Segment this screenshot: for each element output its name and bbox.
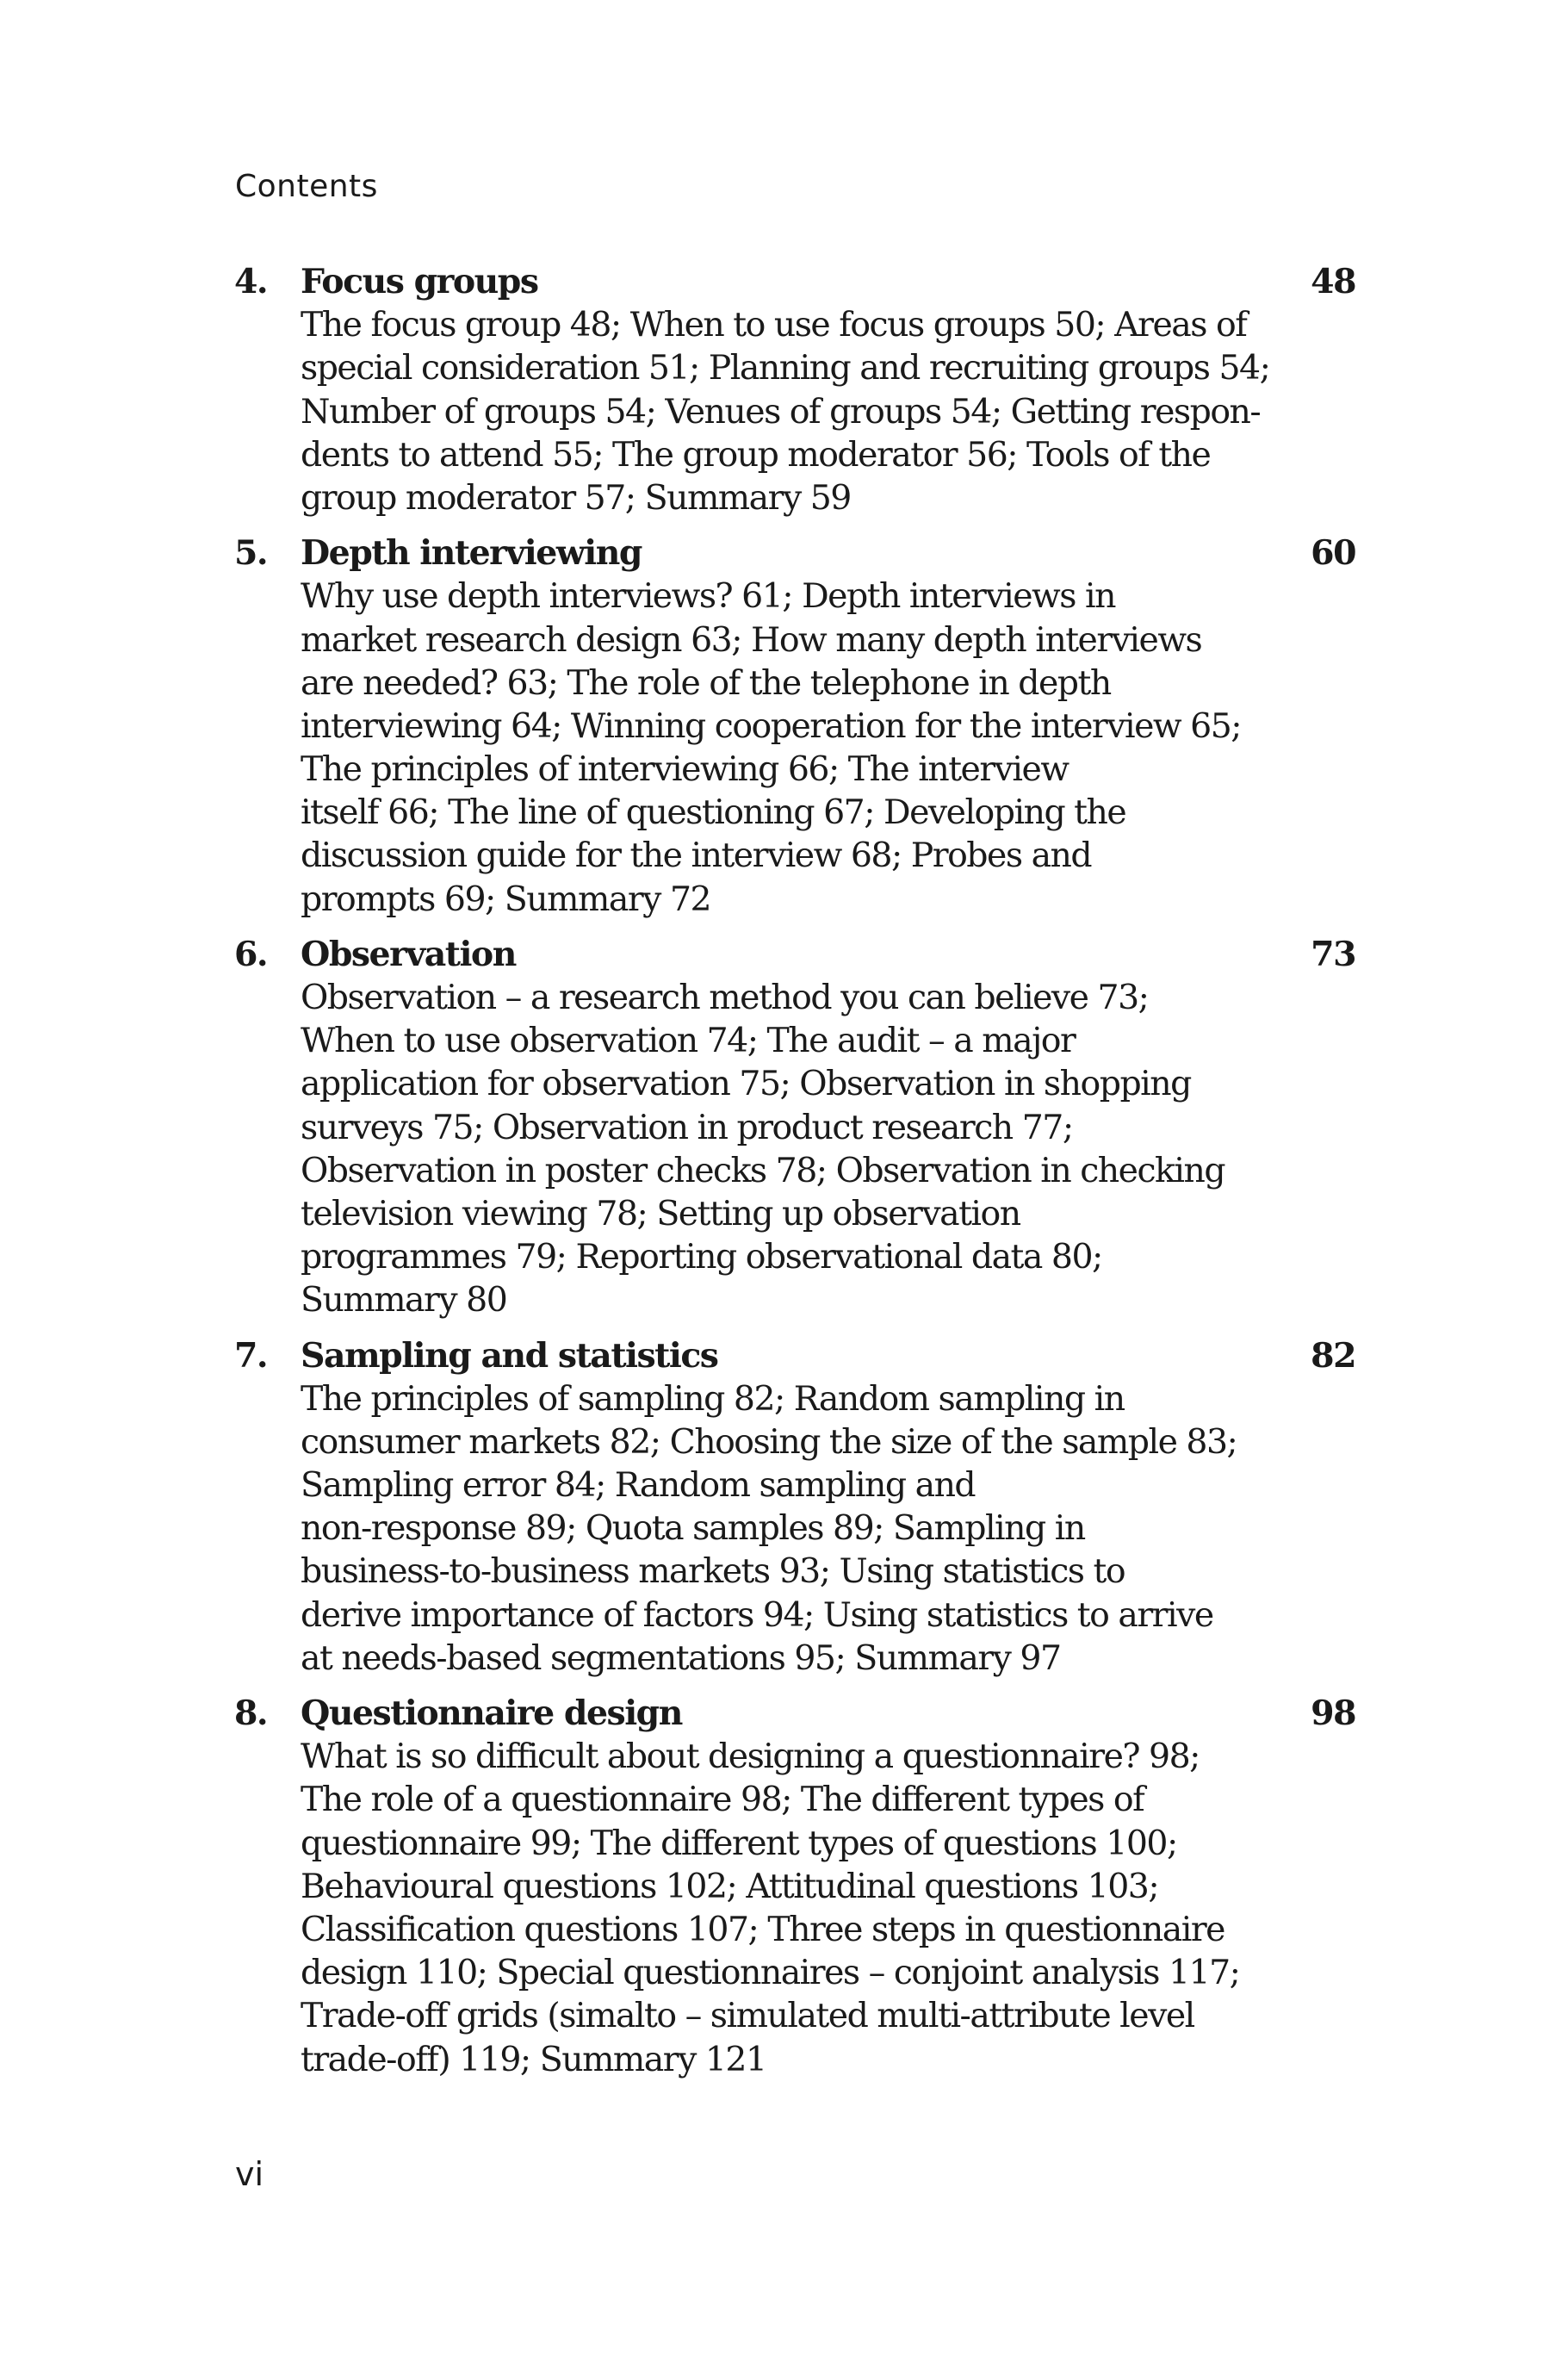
- table-of-contents: [234, 260, 1355, 2093]
- subtopic-line: trade-off) 119; Summary 121: [301, 2039, 766, 2079]
- chapter-number: 6.: [234, 934, 268, 974]
- subtopic-line: consumer markets 82; Choosing the size of the sample 83;: [301, 1421, 1237, 1462]
- toc-entry-heading: [234, 531, 1355, 575]
- subtopic-line: discussion guide for the interview 68; Probes and: [301, 836, 1092, 876]
- subtopic-line: special consideration 51; Planning and recruiting groups 54;: [301, 348, 1270, 388]
- chapter-subtopics: [301, 575, 1355, 921]
- chapter-subtopics: [301, 1735, 1355, 2081]
- subtopic-line: dents to attend 55; The group moderator 56; Tools of the: [301, 434, 1211, 475]
- chapter-page-number: 60: [1311, 533, 1355, 574]
- subtopic-line: The principles of sampling 82; Random sampling in: [301, 1378, 1125, 1419]
- chapter-title: Focus groups: [301, 262, 538, 301]
- chapter-title: Sampling and statistics: [301, 1335, 718, 1376]
- subtopic-line: television viewing 78; Setting up observation: [301, 1193, 1020, 1233]
- subtopic-line: programmes 79; Reporting observational data 80;: [301, 1237, 1102, 1277]
- subtopic-line: Observation – a research method you can believe 73;: [301, 978, 1149, 1017]
- toc-entry-questionnaire-design: [234, 1692, 1355, 2081]
- subtopic-line: business-to-business markets 93; Using statistics to: [301, 1551, 1125, 1592]
- subtopic-line: The focus group 48; When to use focus groups 50; Areas of: [301, 305, 1247, 345]
- subtopic-line: Behavioural questions 102; Attitudinal questions 103;: [301, 1866, 1159, 1906]
- subtopic-line: application for observation 75; Observation in shopping: [301, 1064, 1191, 1104]
- subtopic-line: non-response 89; Quota samples 89; Sampling in: [301, 1508, 1085, 1549]
- subtopic-line: are needed? 63; The role of the telephone in depth: [301, 662, 1111, 703]
- subtopic-line: interviewing 64; Winning cooperation for the interview 65;: [301, 705, 1242, 746]
- subtopic-line: The role of a questionnaire 98; The different types of: [301, 1780, 1144, 1820]
- chapter-number: 4.: [234, 262, 268, 301]
- chapter-title: Observation: [301, 934, 516, 974]
- subtopic-line: Number of groups 54; Venues of groups 54; Getting respon-: [301, 391, 1261, 432]
- subtopic-line: market research design 63; How many depth interviews: [301, 619, 1202, 660]
- page-folio: vi: [235, 2155, 264, 2193]
- subtopic-line: What is so difficult about designing a questionnaire? 98;: [301, 1737, 1200, 1777]
- toc-entry-focus-groups: [234, 260, 1355, 519]
- chapter-title: Questionnaire design: [301, 1693, 682, 1733]
- subtopic-line: questionnaire 99; The different types of questions 100;: [301, 1823, 1177, 1863]
- chapter-subtopics: [301, 1377, 1355, 1680]
- subtopic-line: surveys 75; Observation in product research 77;: [301, 1107, 1073, 1147]
- subtopic-line: derive importance of factors 94; Using statistics to arrive: [301, 1594, 1213, 1635]
- chapter-page-number: 82: [1311, 1335, 1355, 1376]
- toc-entry-heading: [234, 1692, 1355, 1735]
- chapter-subtopics: [301, 976, 1355, 1322]
- chapter-number: 5.: [234, 533, 268, 574]
- subtopic-line: Observation in poster checks 78; Observation in checking: [301, 1150, 1225, 1190]
- subtopic-line: itself 66; The line of questioning 67; Developing the: [301, 792, 1126, 833]
- subtopic-line: at needs-based segmentations 95; Summary 97: [301, 1637, 1061, 1678]
- chapter-number: 7.: [234, 1335, 268, 1376]
- chapter-number: 8.: [234, 1693, 268, 1733]
- subtopic-line: prompts 69; Summary 72: [301, 879, 711, 919]
- subtopic-line: design 110; Special questionnaires – conjoint analysis 117;: [301, 1953, 1240, 1993]
- chapter-page-number: 73: [1311, 934, 1355, 974]
- toc-entry-heading: [234, 1334, 1355, 1377]
- toc-entry-heading: [234, 933, 1355, 976]
- subtopic-line: Classification questions 107; Three steps in questionnaire: [301, 1909, 1224, 1949]
- running-head: Contents: [235, 169, 378, 204]
- toc-entry-heading: [234, 260, 1355, 303]
- toc-entry-observation: [234, 933, 1355, 1322]
- subtopic-line: The principles of interviewing 66; The interview: [301, 749, 1069, 790]
- toc-entry-sampling-and-statistics: [234, 1334, 1355, 1681]
- chapter-subtopics: [301, 303, 1355, 519]
- subtopic-line: Why use depth interviews? 61; Depth interviews in: [301, 576, 1115, 617]
- subtopic-line: group moderator 57; Summary 59: [301, 477, 851, 518]
- chapter-title: Depth interviewing: [301, 533, 642, 574]
- chapter-page-number: 98: [1311, 1693, 1355, 1733]
- toc-entry-depth-interviewing: [234, 531, 1355, 921]
- chapter-page-number: 48: [1311, 262, 1355, 301]
- subtopic-line: Trade-off grids (simalto – simulated multi-attribute level: [301, 1996, 1194, 2036]
- subtopic-line: Sampling error 84; Random sampling and: [301, 1465, 976, 1506]
- subtopic-line: When to use observation 74; The audit – a major: [301, 1021, 1076, 1061]
- subtopic-line: Summary 80: [301, 1280, 507, 1320]
